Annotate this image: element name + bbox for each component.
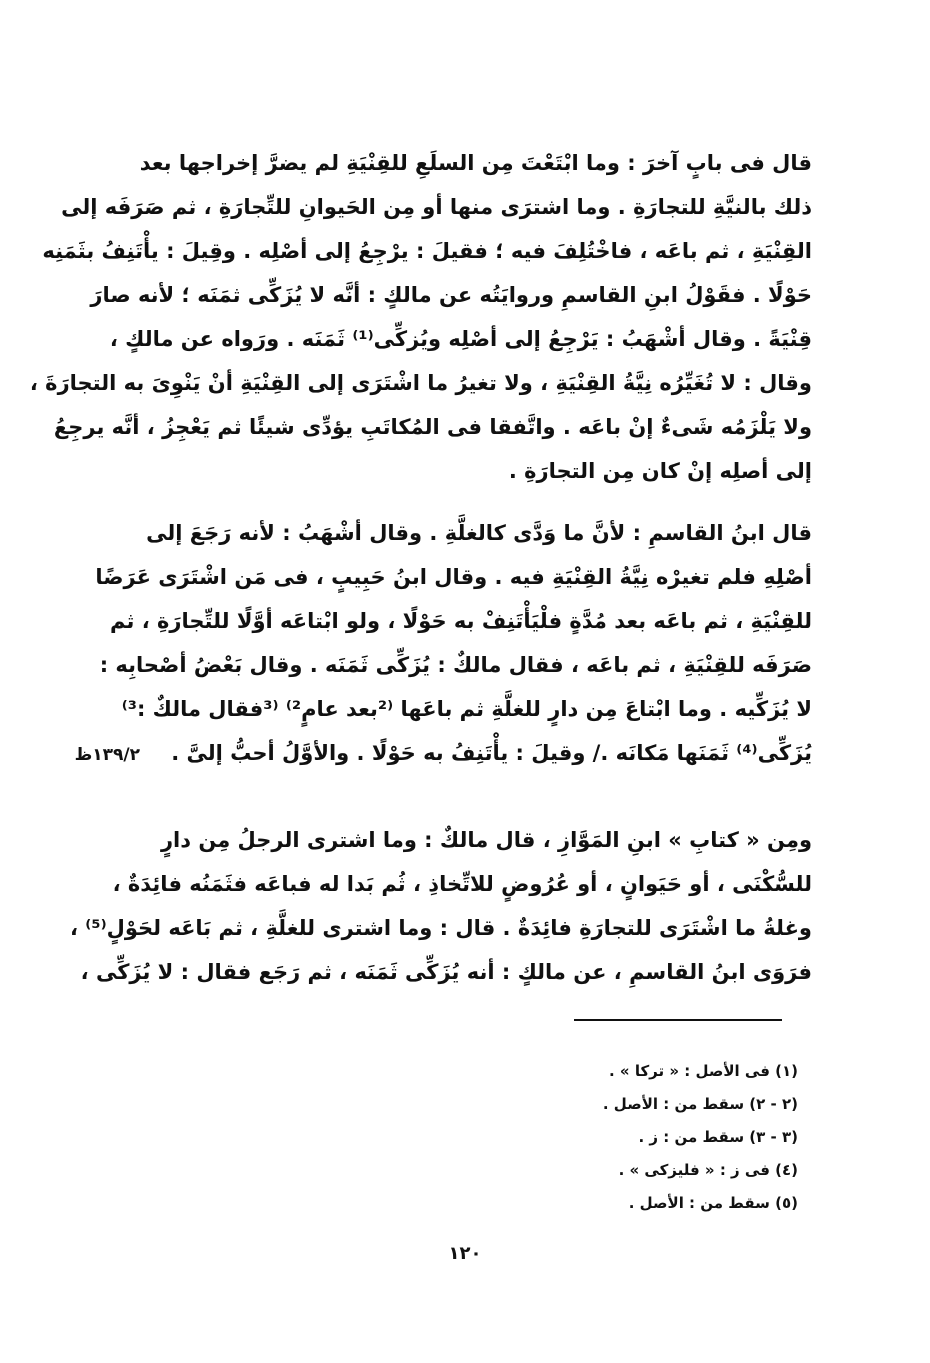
text-line: يُزَكِّى⁽⁴⁾ ثَمَنَها مَكانَه ./ وقيلَ : يأْتَنِفُ به حَوْلًا . والأوَّلُ أحبُّ إلىَّ . [171, 741, 812, 765]
paragraph-1 [29, 141, 812, 493]
footnotes [440, 1055, 798, 1220]
text-line: إلى أصلِه إنْ كان مِن التجارَةِ . [508, 459, 812, 483]
text-line: وغلةُ ما اشْتَرَى للتجارَةِ فائِدَةٌ . قال : وما اشترى للغلَّةِ ، ثم بَاعَه لحَوْلٍ⁽⁵⁾ ، [70, 916, 812, 940]
paragraph-3 [70, 818, 812, 994]
text-line: فرَوَى ابنُ القاسمِ ، عن مالكٍ : أنه يُزَكِّى ثَمَنَه ، ثم رَجَع فقال : لا يُزَكِّى ، [80, 960, 812, 984]
text-line: ومِن « كتابِ » ابنِ المَوَّازِ ، قال مالكٌ : وما اشترى الرجلُ مِن دارٍ [160, 828, 812, 852]
text-line: لا يُزَكِّيه . وما ابْتاعَ مِن دارٍ للغلَّةِ ثم باعَها ⁽²بعد عامٍ²⁾ ⁽³فقال مالكٌ :³⁾ [121, 697, 812, 721]
text-line: ولا يَلْزَمُه شَىءٌ إنْ باعَه . واتَّفقا فى المُكاتَبِ يؤدِّى شيئًا ثم يَعْجِزُ ، أنَّه يرجِعُ [53, 415, 812, 439]
margin-folio-note: ١٣٩/٢ظ [74, 745, 140, 765]
footnote: (٣ - ٣) سقط من : ز . [638, 1128, 798, 1146]
footnote: (٤) فى ز : « فليزكى » . [618, 1161, 798, 1179]
text-line: قال فى بابٍ آخرَ : وما ابْتَعْتَ مِن السلَعِ للقِنْيَةِ لم يضرَّ إخراجها بعد [139, 151, 812, 175]
text-line: حَوْلًا . فقَوْلُ ابنِ القاسمِ وروايَتُه عن مالكٍ : أنَّه لا يُزَكِّى ثمَنَه ؛ لأنه صارَ [90, 283, 812, 307]
text-line: صَرَفَه للقِنْيَةِ ، ثم باعَه ، فقال مالكٌ : يُزَكِّى ثَمَنَه . وقال بَعْضُ أصْحابِه : [99, 653, 812, 677]
text-line: للسُّكْنَى ، أو حَيَوانٍ ، أو عُرُوضٍ للاتِّخاذِ ، ثُم بَدا له فباعَه فثَمَنُه فائِدَةٌ ، [112, 872, 812, 896]
footnote-divider [574, 1019, 782, 1021]
text-line: للقِنْيَةِ ، ثم باعَه بعد مُدَّةٍ فلْيَأْتَنِفْ به حَوْلًا ، ولو ابْتاعَه أوَّلًا للتِّجارَةِ ، ثم [110, 609, 812, 633]
footnote: (٥) سقط من : الأصل . [628, 1194, 798, 1212]
text-line: قِنْيَةً . وقال أشْهَبُ : يَرْجِعُ إلى أصْلِه ويُزكِّى⁽¹⁾ ثَمَنَه . ورَواه عن مالكٍ ، [109, 327, 812, 351]
text-line: قال ابنُ القاسمِ : لأنَّ ما وَدَّى كالغلَّةِ . وقال أشْهَبُ : لأنه رَجَعَ إلى [146, 521, 812, 545]
text-line: وقال : لا تُغَيِّرُه نِيَّةُ القِنْيَةِ ، ولا تغيرُ ما اشْتَرَى إلى القِنْيَةِ أنْ يَنْوِىَ به التجارَةَ ، [29, 371, 812, 395]
footnote: (١) فى الأصل : « تركا » . [608, 1062, 798, 1080]
text-line: أصْلِهِ فلم تغيرْه نِيَّةُ القِنْيَةِ فيه . وقال ابنُ حَبِيبٍ ، فى مَن اشْتَرَى عَرَضًا [95, 565, 812, 589]
text-line: ذلك بالنيَّةِ للتجارَةِ . وما اشترَى منها أو مِن الحَيوانِ للتِّجارَةِ ، ثم صَرَفَه إلى [61, 195, 812, 219]
text-line: القِنْيَةِ ، ثم باعَه ، فاخْتُلِفَ فيه ؛ فقيلَ : يرْجِعُ إلى أصْلِه . وقِيلَ : يأْتَنِفُ بثَمَنِه [42, 239, 812, 263]
footnote: (٢ - ٢) سقط من : الأصل . [602, 1095, 798, 1113]
page-number: ١٢٠ [448, 1243, 482, 1264]
